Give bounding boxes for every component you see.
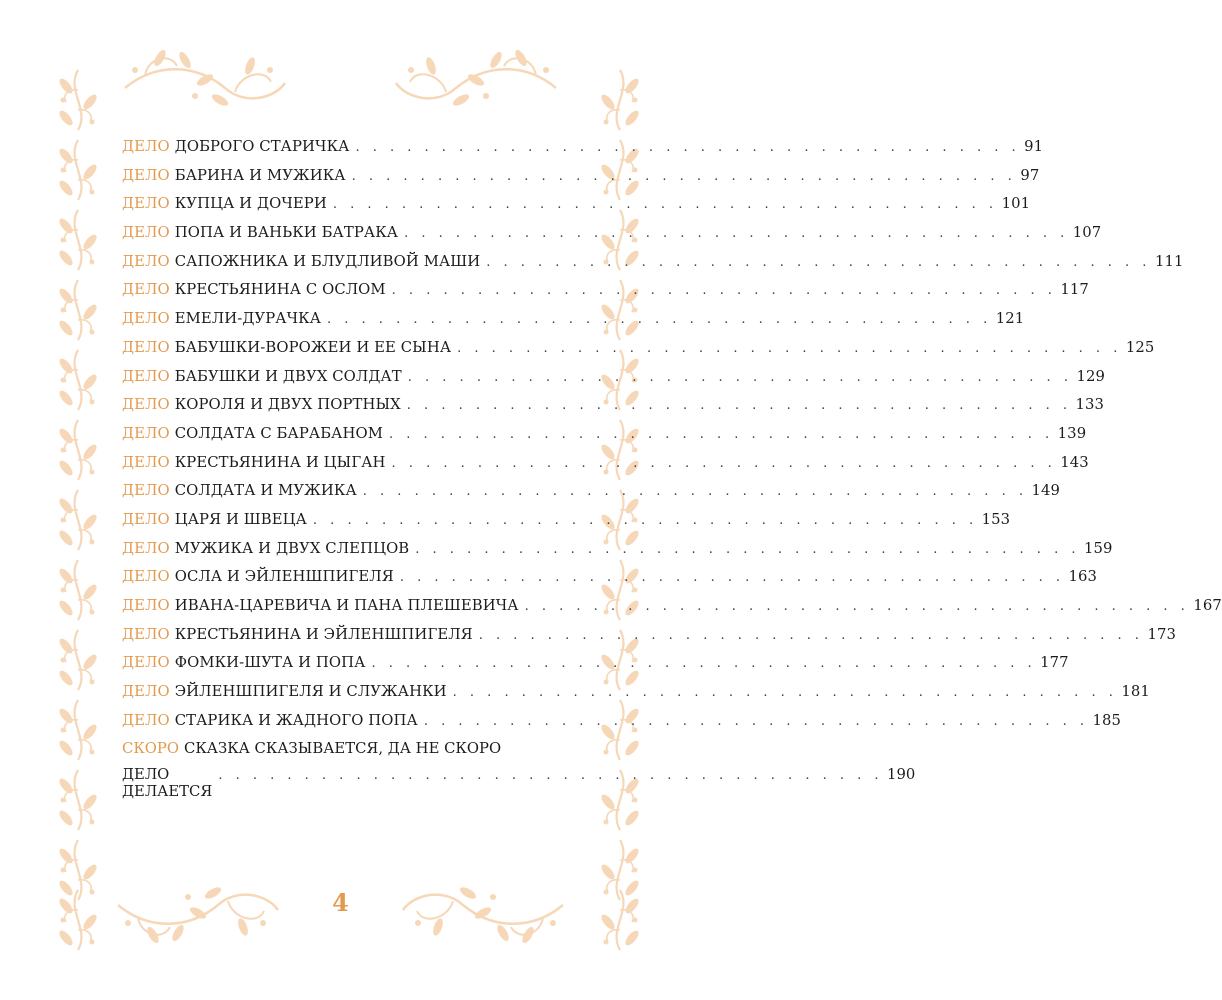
toc-entry-title: ОСЛА И ЭЙЛЕНШПИГЕЛЯ (174, 568, 394, 586)
toc-entry-title: ДОБРОГО СТАРИЧКА (174, 138, 350, 155)
toc-entry-page: 159 (1083, 539, 1113, 557)
toc-entry-title: КРЕСТЬЯНИНА И ЦЫГАН (174, 453, 386, 471)
dot-leader: . . . . . . . . . . . . . . . . . . . . . . . . . . . . . . . . . . . . . . . (457, 340, 1122, 356)
toc-entry-keyword: ДЕЛО (122, 510, 170, 528)
toc-entry-page: 107 (1072, 224, 1102, 242)
toc-entry[interactable] (122, 252, 1184, 282)
toc-entry-keyword: ДЕЛО (122, 281, 170, 299)
toc-entry-title: МУЖИКА И ДВУХ СЛЕПЦОВ (174, 539, 410, 557)
toc-entry-keyword: ДЕЛО (122, 138, 170, 155)
toc-entry-title: СТАРИКА И ЖАДНОГО ПОПА (174, 711, 418, 729)
dot-leader: . . . . . . . . . . . . . . . . . . . . . . . . . . . . . . . . . . . . . . . (351, 168, 1017, 184)
toc-entry-keyword: ДЕЛО (122, 166, 170, 184)
toc-entry[interactable] (122, 138, 1044, 167)
toc-entry-keyword: ДЕЛО (122, 310, 170, 328)
toc-entry-keyword: ДЕЛО (122, 195, 170, 213)
dot-leader: . . . . . . . . . . . . . . . . . . . . . . . . . . . . . . . . . . . . . . . (415, 541, 1080, 557)
toc-entry-title-line2: ДЕЛО ДЕЛАЕТСЯ (122, 766, 213, 801)
toc-entry[interactable] (122, 166, 1040, 196)
toc-entry-title: КРЕСТЬЯНИНА И ЭЙЛЕНШПИГЕЛЯ (174, 625, 473, 643)
top-scroll-ornament (125, 48, 556, 108)
dot-leader: . . . . . . . . . . . . . . . . . . . . . . . . . . . . . . . . . . . . . . . (371, 656, 1037, 672)
toc-entry-title: СОЛДАТА И МУЖИКА (174, 482, 357, 500)
dot-leader: . . . . . . . . . . . . . . . . . . . . . . . . . . . . . . . . . . . . . . . (355, 140, 1021, 155)
toc-entry-page: 125 (1125, 338, 1155, 356)
toc-entry-keyword: ДЕЛО (122, 338, 170, 356)
toc-entry[interactable] (122, 338, 1155, 368)
toc-entry-keyword: ДЕЛО (122, 568, 170, 586)
toc-entry[interactable] (122, 683, 1150, 712)
toc-entry-page: 185 (1092, 711, 1122, 729)
toc-entry[interactable] (122, 424, 1087, 454)
toc-entry-page: 149 (1031, 482, 1061, 500)
toc-entry-page: 163 (1068, 568, 1098, 586)
toc-entry-keyword: ДЕЛО (122, 453, 170, 471)
toc-entry[interactable] (122, 453, 1089, 483)
toc-entry[interactable] (122, 711, 1122, 741)
toc-entry-page: 190 (887, 766, 916, 784)
toc-entry-title: ЕМЕЛИ-ДУРАЧКА (174, 310, 322, 328)
toc-entry-title: ЭЙЛЕНШПИГЕЛЯ И СЛУЖАНКИ (174, 683, 447, 701)
toc-entry-keyword: ДЕЛО (122, 367, 170, 385)
toc-entry-last[interactable] (122, 740, 916, 801)
dot-leader: . . . . . . . . . . . . . . . . . . . . . . . . . . . . . . . . . . . . . . . (327, 312, 992, 328)
toc-entry[interactable] (122, 625, 1176, 655)
toc-entry-keyword: ДЕЛО (122, 224, 170, 242)
toc-entry-page: 139 (1057, 424, 1087, 442)
toc-entry-title: САПОЖНИКА И БЛУДЛИВОЙ МАШИ (174, 252, 481, 270)
dot-leader: . . . . . . . . . . . . . . . . . . . . . . . . . . . . . . . . . . . . . . . (399, 570, 1065, 586)
dot-leader: . . . . . . . . . . . . . . . . . . . . . . . . . . . . . . . . . . . . . . . (218, 768, 884, 784)
toc-entry-keyword: ДЕЛО (122, 711, 170, 729)
dot-leader: . . . . . . . . . . . . . . . . . . . . . . . . . . . . . . . . . . . . . . . (423, 713, 1089, 729)
toc-entry-keyword: ДЕЛО (122, 625, 170, 643)
toc-entry-page: 177 (1040, 654, 1069, 672)
dot-leader: . . . . . . . . . . . . . . . . . . . . . . . . . . . . . . . . . . . . . . . (524, 599, 1190, 614)
toc-entry[interactable] (122, 224, 1102, 253)
toc-entry-title: СОЛДАТА С БАРАБАНОМ (174, 424, 383, 442)
dot-leader: . . . . . . . . . . . . . . . . . . . . . . . . . . . . . . . . . . . . . . . (486, 254, 1151, 270)
toc-entry-title: БАБУШКИ-ВОРОЖЕИ И ЕЕ СЫНА (174, 338, 452, 356)
left-vine-ornament (57, 70, 99, 950)
toc-entry-keyword: ДЕЛО (122, 683, 170, 701)
toc-entry-title: ЦАРЯ И ШВЕЦА (174, 510, 307, 528)
toc-entry[interactable] (122, 510, 1011, 540)
dot-leader: . . . . . . . . . . . . . . . . . . . . . . . . . . . . . . . . . . . . . . . (332, 197, 998, 213)
toc-entry-keyword: ДЕЛО (122, 539, 170, 557)
page-number: 4 (332, 888, 349, 917)
toc-entry-page: 143 (1060, 453, 1089, 471)
toc-entry-title: КУПЦА И ДОЧЕРИ (174, 195, 327, 213)
dot-leader: . . . . . . . . . . . . . . . . . . . . . . . . . . . . . . . . . . . . . . . (452, 685, 1118, 701)
toc-entry-page: 133 (1075, 396, 1105, 414)
dot-leader: . . . . . . . . . . . . . . . . . . . . . . . . . . . . . . . . . . . . . . . (388, 426, 1054, 442)
dot-leader: . . . . . . . . . . . . . . . . . . . . . . . . . . . . . . . . . . . . . . . (391, 283, 1057, 299)
toc-entry[interactable] (122, 539, 1113, 569)
toc-entry-page: 181 (1121, 683, 1150, 701)
toc-entry-title: КРЕСТЬЯНИНА С ОСЛОМ (174, 281, 386, 299)
toc-entry-keyword: ДЕЛО (122, 252, 170, 270)
dot-leader: . . . . . . . . . . . . . . . . . . . . . . . . . . . . . . . . . . . . . . . (312, 512, 978, 528)
toc-entry-keyword: ДЕЛО (122, 396, 170, 414)
toc-entry-title: БАБУШКИ И ДВУХ СОЛДАТ (174, 367, 402, 385)
toc-entry[interactable] (122, 281, 1089, 310)
toc-entry-title: ИВАНА-ЦАРЕВИЧА И ПАНА ПЛЕШЕВИЧА (174, 597, 519, 614)
toc-entry-page: 117 (1060, 281, 1089, 299)
toc-entry[interactable] (122, 310, 1025, 339)
toc-entry[interactable] (122, 396, 1105, 425)
toc-entry-page: 153 (981, 510, 1011, 528)
dot-leader: . . . . . . . . . . . . . . . . . . . . . . . . . . . . . . . . . . . . . . . (391, 455, 1057, 471)
table-of-contents (122, 138, 1222, 801)
dot-leader: . . . . . . . . . . . . . . . . . . . . . . . . . . . . . . . . . . . . . . . (407, 369, 1073, 385)
toc-entry-page: 91 (1024, 138, 1044, 155)
toc-entry-page: 101 (1001, 195, 1031, 213)
dot-leader: . . . . . . . . . . . . . . . . . . . . . . . . . . . . . . . . . . . . . . . (404, 226, 1069, 242)
toc-entry[interactable] (122, 654, 1069, 683)
dot-leader: . . . . . . . . . . . . . . . . . . . . . . . . . . . . . . . . . . . . . . . (406, 398, 1072, 414)
toc-entry-page: 97 (1020, 166, 1040, 184)
toc-entry-keyword: ДЕЛО (122, 482, 170, 500)
toc-entry[interactable] (122, 482, 1061, 511)
toc-entry-title: ФОМКИ-ШУТА И ПОПА (174, 654, 366, 672)
dot-leader: . . . . . . . . . . . . . . . . . . . . . . . . . . . . . . . . . . . . . . . (478, 627, 1144, 643)
toc-entry-title: ПОПА И ВАНЬКИ БАТРАКА (174, 224, 399, 242)
toc-entry-page: 121 (995, 310, 1025, 328)
toc-entry-page: 167 (1193, 597, 1222, 614)
toc-entry-page: 173 (1147, 625, 1176, 643)
toc-entry-keyword: СКОРО (122, 740, 179, 758)
toc-entry[interactable] (122, 367, 1106, 397)
toc-entry[interactable] (122, 597, 1222, 626)
toc-entry-keyword: ДЕЛО (122, 424, 170, 442)
toc-entry-title: БАРИНА И МУЖИКА (174, 166, 346, 184)
toc-entry-page: 111 (1154, 252, 1184, 270)
dot-leader: . . . . . . . . . . . . . . . . . . . . . . . . . . . . . . . . . . . . . . . (362, 484, 1028, 500)
toc-entry-title: КОРОЛЯ И ДВУХ ПОРТНЫХ (174, 396, 401, 414)
toc-entry[interactable] (122, 568, 1098, 597)
toc-entry-keyword: ДЕЛО (122, 654, 170, 672)
toc-entry-keyword: ДЕЛО (122, 597, 170, 614)
toc-entry-page: 129 (1076, 367, 1106, 385)
toc-entry-title-line1: СКАЗКА СКАЗЫВАЕТСЯ, ДА НЕ СКОРО (184, 740, 502, 758)
toc-entry[interactable] (122, 195, 1031, 224)
